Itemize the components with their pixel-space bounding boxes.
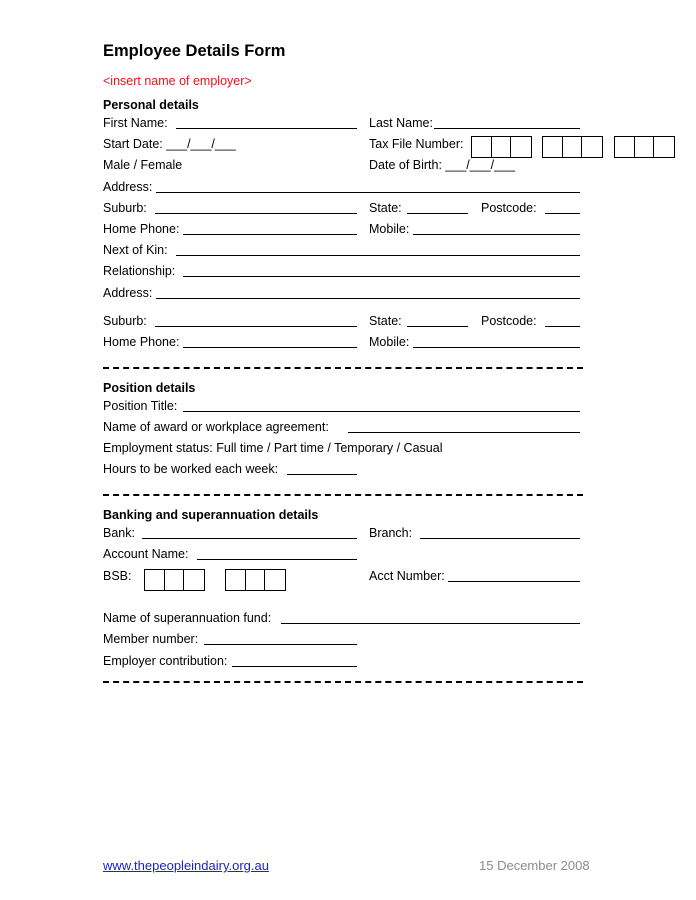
employer-name-placeholder: <insert name of employer> <box>103 74 252 88</box>
gender-field[interactable]: Male / Female <box>103 158 183 172</box>
acct-number-field[interactable] <box>448 581 580 582</box>
super-fund-field[interactable] <box>281 623 580 624</box>
kin-postcode-label: Postcode: <box>481 314 537 328</box>
kin-suburb-label: Suburb: <box>103 314 147 328</box>
kin-mobile-label: Mobile: <box>369 335 410 349</box>
kin-suburb-field[interactable] <box>155 326 357 327</box>
section-divider <box>103 367 583 369</box>
bank-field[interactable] <box>142 538 357 539</box>
relationship-field[interactable] <box>183 276 580 277</box>
kin-home-phone-label: Home Phone: <box>103 335 180 349</box>
branch-field[interactable] <box>420 538 580 539</box>
form-title: Employee Details Form <box>103 42 286 60</box>
account-name-label: Account Name: <box>103 547 189 561</box>
section-heading-position: Position details <box>103 381 196 395</box>
dob-field[interactable]: Date of Birth: ___/___/___ <box>369 158 515 172</box>
employer-contribution-label: Employer contribution: <box>103 654 228 668</box>
start-date-field[interactable]: Start Date: ___/___/___ <box>103 137 236 151</box>
home-phone-label: Home Phone: <box>103 222 180 236</box>
mobile-field[interactable] <box>413 234 580 235</box>
last-name-label: Last Name: <box>369 116 433 130</box>
account-name-field[interactable] <box>197 559 357 560</box>
postcode-label: Postcode: <box>481 201 537 215</box>
website-link[interactable]: www.thepeopleindairy.org.au <box>103 858 269 873</box>
tfn-boxes-2[interactable] <box>542 136 603 158</box>
award-label: Name of award or workplace agreement: <box>103 420 329 434</box>
address-field[interactable] <box>156 192 580 193</box>
last-name-field[interactable] <box>434 128 580 129</box>
state-label: State: <box>369 201 402 215</box>
kin-mobile-field[interactable] <box>413 347 580 348</box>
section-heading-banking: Banking and superannuation details <box>103 508 319 522</box>
first-name-field[interactable] <box>176 128 357 129</box>
tfn-boxes-3[interactable] <box>614 136 675 158</box>
postcode-field[interactable] <box>545 213 580 214</box>
bank-label: Bank: <box>103 526 135 540</box>
hours-field[interactable] <box>287 474 357 475</box>
kin-state-field[interactable] <box>407 326 468 327</box>
employment-status-field[interactable]: Employment status: Full time / Part time / Temporary / Casual <box>103 441 443 455</box>
employer-contribution-field[interactable] <box>232 666 357 667</box>
bsb-boxes-1[interactable] <box>144 569 205 591</box>
next-of-kin-field[interactable] <box>176 255 580 256</box>
hours-label: Hours to be worked each week: <box>103 462 279 476</box>
footer-date: 15 December 2008 <box>479 858 590 873</box>
mobile-label: Mobile: <box>369 222 410 236</box>
first-name-label: First Name: <box>103 116 168 130</box>
award-field[interactable] <box>348 432 580 433</box>
kin-address-label: Address: <box>103 286 153 300</box>
section-heading-personal: Personal details <box>103 98 199 112</box>
position-title-field[interactable] <box>183 411 580 412</box>
home-phone-field[interactable] <box>183 234 357 235</box>
tfn-boxes-1[interactable] <box>471 136 532 158</box>
kin-address-field[interactable] <box>156 298 580 299</box>
branch-label: Branch: <box>369 526 413 540</box>
suburb-field[interactable] <box>155 213 357 214</box>
bsb-boxes-2[interactable] <box>225 569 286 591</box>
kin-home-phone-field[interactable] <box>183 347 357 348</box>
member-number-label: Member number: <box>103 632 199 646</box>
relationship-label: Relationship: <box>103 264 176 278</box>
section-divider <box>103 494 583 496</box>
state-field[interactable] <box>407 213 468 214</box>
section-divider <box>103 681 583 683</box>
next-of-kin-label: Next of Kin: <box>103 243 168 257</box>
kin-postcode-field[interactable] <box>545 326 580 327</box>
super-fund-label: Name of superannuation fund: <box>103 611 272 625</box>
acct-number-label: Acct Number: <box>369 569 445 583</box>
bsb-label: BSB: <box>103 569 132 583</box>
kin-state-label: State: <box>369 314 402 328</box>
member-number-field[interactable] <box>204 644 357 645</box>
tax-file-number-label: Tax File Number: <box>369 137 464 151</box>
address-label: Address: <box>103 180 153 194</box>
suburb-label: Suburb: <box>103 201 147 215</box>
position-title-label: Position Title: <box>103 399 178 413</box>
